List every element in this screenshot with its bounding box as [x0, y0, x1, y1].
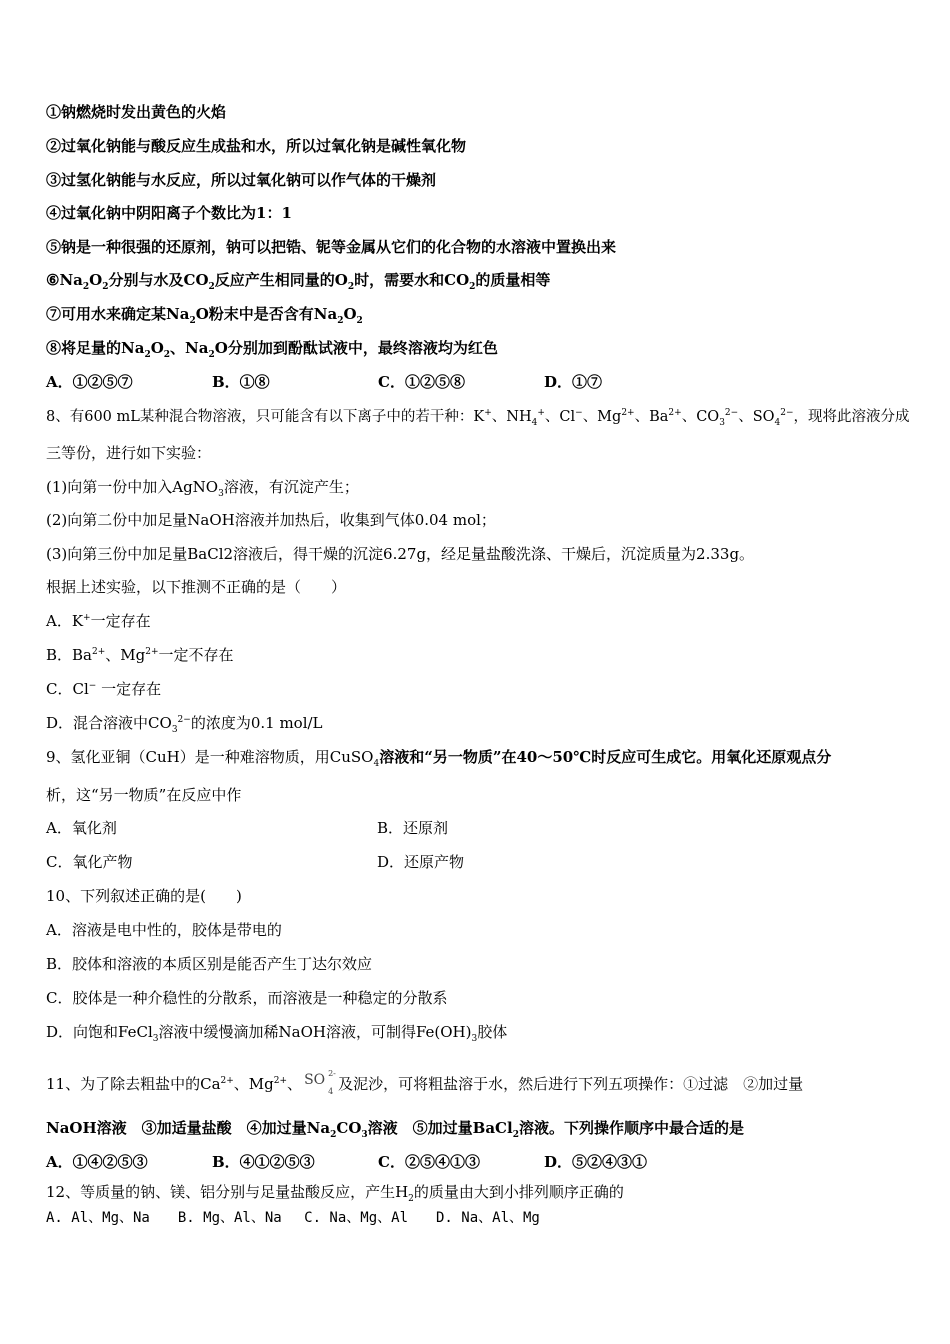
q7-option-d[interactable]: D．①⑦	[544, 373, 603, 391]
q11-options	[46, 1152, 647, 1172]
q11-stem-line1: 11、为了除去粗盐中的$Ca^{2+}$、$Mg^{2+}$、 SO 2- 4 及泥沙，可将粗盐溶于水，然后进行下列五项操作：①过滤 ②加过量	[46, 1063, 803, 1099]
q8-experiment-3: (3)向第三份中加足量BaCl2溶液后，得干燥的沉淀6.27g，经足量盐酸洗涤、干燥后，沉淀质量为2.33g。	[46, 545, 755, 563]
q7-item-2: ②过氧化钠能与酸反应生成盐和水，所以过氧化钠是碱性氧化物	[46, 137, 467, 155]
q8-option-b[interactable]: B．$Ba^{2+}$、$Mg^{2+}$一定不存在	[46, 646, 234, 664]
q7-item-8: ⑧将足量的$Na_2O_2$、$Na_2O$分别加到酚酞试液中，最终溶液均为红色	[46, 339, 498, 360]
sulfate-ion-formula: SO 2- 4	[304, 1069, 336, 1096]
q11-option-b[interactable]: B．④①②⑤③	[212, 1153, 315, 1171]
q8-experiment-2: (2)向第二份中加足量NaOH溶液并加热后，收集到气体0.04 mol；	[46, 511, 496, 529]
q9-stem-line2: 析，这“另一物质”在反应中作	[46, 786, 242, 804]
q9-option-b[interactable]: B．还原剂	[377, 819, 449, 837]
q12-stem: 12、等质量的钠、镁、铝分别与足量盐酸反应，产生$H_2$的质量由大到小排列顺序正确的	[46, 1183, 624, 1204]
q7-option-a[interactable]: A．①②⑤⑦	[46, 373, 133, 391]
q8-question: 根据上述实验，以下推测不正确的是（ ）	[46, 578, 347, 596]
q8-stem-line2: 三等份，进行如下实验：	[46, 444, 212, 462]
q8-option-c[interactable]: C．Cl− 一定存在	[46, 680, 162, 698]
q11-stem-line2: NaOH溶液 ③加适量盐酸 ④加过量$Na_2CO_3$溶液 ⑤加过量BaCl$_2$溶液。下列操作顺序中最合适的是	[46, 1119, 744, 1140]
q8-option-a[interactable]: A．K+一定存在	[46, 612, 151, 630]
q7-item-7: ⑦可用水来确定某$Na_2O$粉末中是否含有$Na_2O_2$	[46, 305, 363, 326]
q11-option-a[interactable]: A．①④②⑤③	[46, 1153, 148, 1171]
q8-experiment-1: (1)向第一份中加入AgNO$_3$溶液，有沉淀产生；	[46, 478, 359, 499]
q8-stem-line1: 8、有600 mL某种混合物溶液，只可能含有以下离子中的若干种：K+、$NH_4^+$、Cl−、$Mg^{2+}$、$Ba^{2+}$、$CO_3^{2-}$、$SO_4^{2-}$，现将此溶液分成	[46, 408, 910, 428]
q7-item-3: ③过氢化钠能与水反应，所以过氧化钠可以作气体的干燥剂	[46, 171, 437, 189]
q9-option-d[interactable]: D．还原产物	[377, 853, 465, 871]
q8-option-d[interactable]: D．混合溶液中$CO_3^{2-}$的浓度为0.1 mol/L	[46, 714, 323, 735]
q7-option-c[interactable]: C．①②⑤⑧	[378, 373, 465, 391]
q10-option-a[interactable]: A．溶液是电中性的，胶体是带电的	[46, 921, 282, 939]
q7-item-5: ⑤钠是一种很强的还原剂，钠可以把锆、铌等金属从它们的化合物的水溶液中置换出来	[46, 238, 617, 256]
q9-stem-line1: 9、氢化亚铜（CuH）是一种难溶物质，用CuSO$_4$溶液和“另一物质”在40～50℃时反应可生成它。用氧化还原观点分	[46, 748, 832, 769]
q7-item-4: ④过氧化钠中阴阳离子个数比为1：1	[46, 204, 292, 222]
q9-option-c[interactable]: C．氧化产物	[46, 853, 133, 871]
q10-stem: 10、下列叙述正确的是( )	[46, 887, 242, 905]
q7-options	[46, 372, 602, 392]
q9-options-row2	[46, 852, 464, 872]
q12-options[interactable]: A. Al、Mg、Na B. Mg、Al、Na C. Na、Mg、Al D. Na、Al、Mg	[46, 1210, 540, 1226]
q10-option-d[interactable]: D．向饱和FeCl$_3$溶液中缓慢滴加稀NaOH溶液，可制得$Fe(OH)_3$胶体	[46, 1023, 508, 1044]
q11-option-d[interactable]: D．⑤②④③①	[544, 1153, 648, 1171]
q7-item-6: $⑥Na_2O_2$分别与水及$CO_2$反应产生相同量的$O_2$时，需要水和$CO_2$的质量相等	[46, 271, 551, 292]
q10-option-b[interactable]: B．胶体和溶液的本质区别是能否产生丁达尔效应	[46, 955, 373, 973]
q7-option-b[interactable]: B．①⑧	[212, 373, 270, 391]
q11-option-c[interactable]: C．②⑤④①③	[378, 1153, 480, 1171]
q9-option-a[interactable]: A．氧化剂	[46, 819, 117, 837]
q10-option-c[interactable]: C．胶体是一种介稳性的分散系，而溶液是一种稳定的分散系	[46, 989, 448, 1007]
q7-item-1: ①钠燃烧时发出黄色的火焰	[46, 103, 227, 121]
q9-options-row1	[46, 818, 448, 838]
